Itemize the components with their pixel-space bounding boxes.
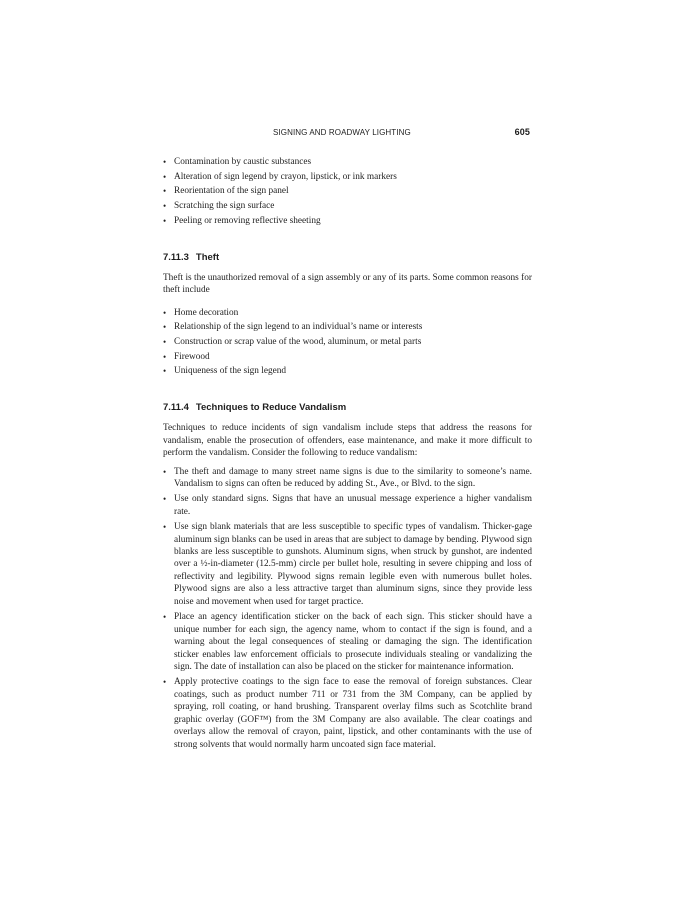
list-item: • Uniqueness of the sign legend (163, 364, 532, 379)
section-title: Theft (195, 251, 220, 263)
theft-section-heading (163, 252, 532, 263)
list-item: • Reorientation of the sign panel (163, 184, 532, 199)
running-title: SIGNING AND ROADWAY LIGHTING (273, 128, 411, 137)
list-item: • Apply protective coatings to the sign face to ease the removal of foreign substances. Clear coatings, such as product number 711 or 731 from the 3M Company, can be applied by spraying, roll coating, or hand brushing. Transparent overlay films such as Scotchlite brand graphic overlay (GOF™) from the 3M Company are also available. The clear coatings and overlays allow the removal of crayon, paint, lipstick, and other contaminants with the use of strong solvents that would normally harm uncoated sign face material. (163, 676, 532, 751)
list-item: • Use sign blank materials that are less susceptible to specific types of vandalism. Thicker-gage aluminum sign blanks can be used in areas that are subject to damage by bending. Plywood sign blanks are less susceptible to gunshots. Aluminum signs, when struck by gunshot, are indented over a ½-in-diameter (12.5-mm) circle per bullet hole, resulting in severe chipping and loss of reflectivity and legibility. Plywood signs remain legible even with numerous bullet holes. Plywood signs are also a less attractive target than aluminum signs, since they provide less noise and movement when used for target practice. (163, 521, 532, 608)
theft-intro-paragraph: Theft is the unauthorized removal of a sign assembly or any of its parts. Some common reasons for theft include (163, 272, 532, 296)
section-number: 7.11.4 (163, 402, 189, 414)
list-item: • Firewood (163, 350, 532, 365)
list-item: • Peeling or removing reflective sheeting (163, 214, 532, 229)
list-item: • Alteration of sign legend by crayon, lipstick, or ink markers (163, 170, 532, 185)
list-item: • Relationship of the sign legend to an individual’s name or interests (163, 320, 532, 335)
techniques-list (163, 466, 532, 752)
techniques-section-heading (163, 402, 532, 413)
list-item: • Home decoration (163, 306, 532, 321)
page-number: 605 (514, 127, 530, 137)
list-item: • The theft and damage to many street name signs is due to the similarity to someone’s name. Vandalism to signs can often be reduced by adding St., Ave., or Blvd. to the sign. (163, 466, 532, 491)
section-title: Techniques to Reduce Vandalism (195, 402, 347, 414)
book-page (163, 124, 532, 754)
list-item: • Place an agency identification sticker on the back of each sign. This sticker should have a unique number for each sign, the agency name, whom to contact if the sign is found, and a warning about the legal consequences of stealing or damaging the sign. The identification sticker enables law enforcement officials to prosecute individuals stealing or vandalizing the sign. The date of installation can also be placed on the sticker for maintenance information. (163, 611, 532, 673)
list-item: • Contamination by caustic substances (163, 155, 532, 170)
list-item: • Scratching the sign surface (163, 199, 532, 214)
list-item: • Construction or scrap value of the wood, aluminum, or metal parts (163, 335, 532, 350)
vandalism-forms-list (163, 155, 532, 229)
techniques-intro-paragraph: Techniques to reduce incidents of sign vandalism include steps that address the reasons for vandalism, enable the prosecution of offenders, ease maintenance, and make it more difficult to perform the vandalism. Consider the following to reduce vandalism: (163, 423, 532, 459)
section-number: 7.11.3 (163, 251, 189, 263)
theft-reasons-list (163, 306, 532, 380)
running-header (163, 124, 532, 138)
list-item: • Use only standard signs. Signs that have an unusual message experience a higher vandalism rate. (163, 493, 532, 518)
